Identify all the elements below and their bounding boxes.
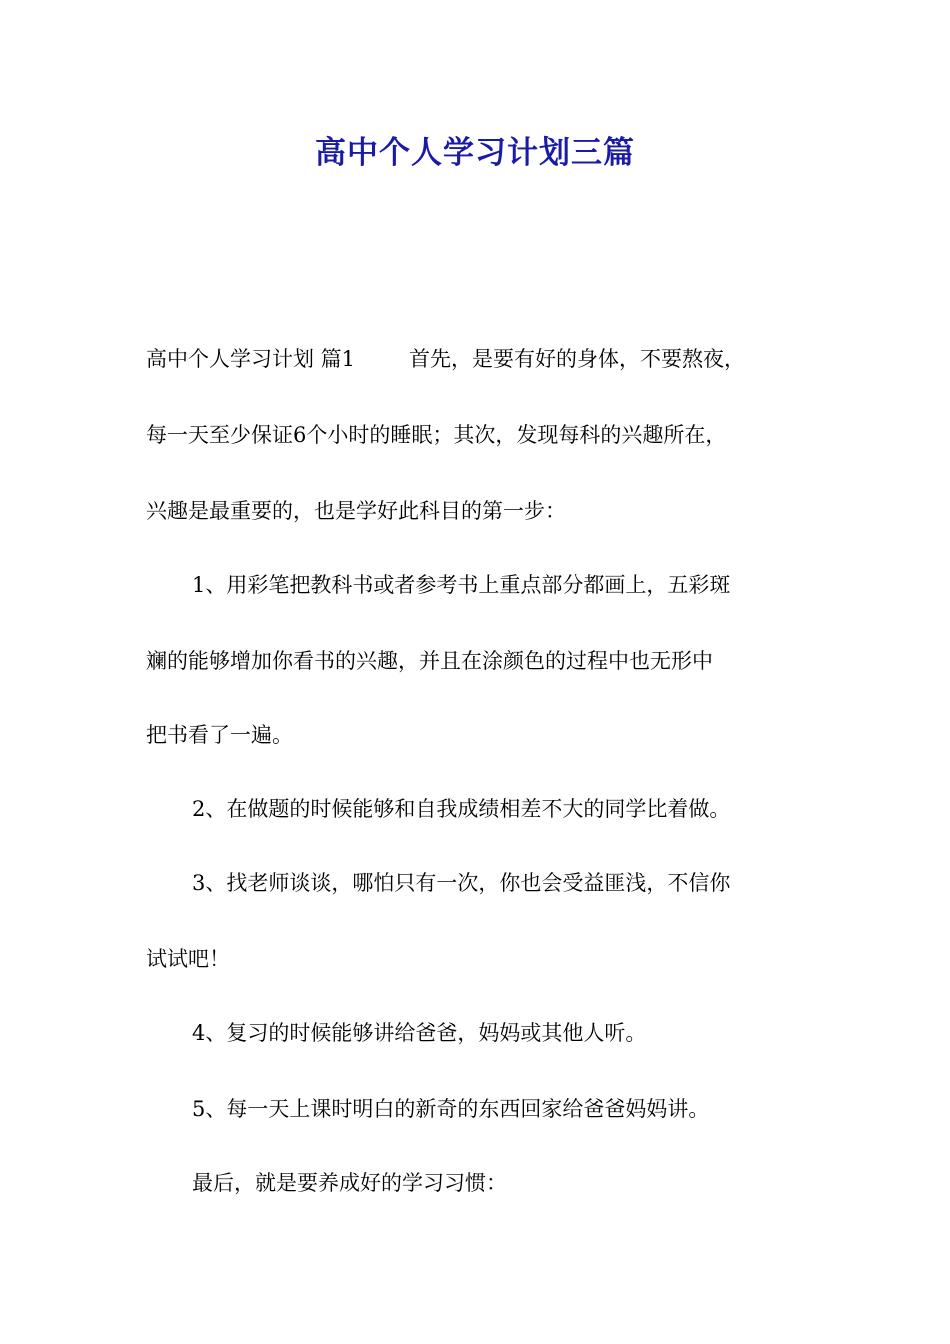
paragraph-line: 兴趣是最重要的，也是学好此科目的第一步： xyxy=(146,499,566,523)
list-item-1: 1、用彩笔把教科书或者参考书上重点部分都画上，五彩斑 xyxy=(192,573,731,597)
paragraph-line: 试试吧！ xyxy=(146,947,230,971)
list-item-3: 3、找老师谈谈，哪怕只有一次，你也会受益匪浅，不信你 xyxy=(192,871,731,895)
paragraph-text: 首先，是要有好的身体，不要熬夜， xyxy=(409,347,746,371)
paragraph-line xyxy=(146,344,745,374)
paragraph-line: 把书看了一遍。 xyxy=(146,723,293,747)
document-title: 高中个人学习计划三篇 xyxy=(315,135,635,171)
list-item-2: 2、在做题的时候能够和自我成绩相差不大的同学比着做。 xyxy=(192,797,731,821)
list-item-5: 5、每一天上课时明白的新奇的东西回家给爸爸妈妈讲。 xyxy=(192,1097,710,1121)
paragraph-line: 最后，就是要养成好的学习习惯： xyxy=(192,1171,507,1195)
section-heading: 高中个人学习计划 篇1 xyxy=(146,347,356,371)
paragraph-line: 每一天至少保证6个小时的睡眠；其次，发现每科的兴趣所在， xyxy=(146,423,727,447)
paragraph-line: 斓的能够增加你看书的兴趣，并且在涂颜色的过程中也无形中 xyxy=(146,649,713,673)
list-item-4: 4、复习的时候能够讲给爸爸，妈妈或其他人听。 xyxy=(192,1021,647,1045)
